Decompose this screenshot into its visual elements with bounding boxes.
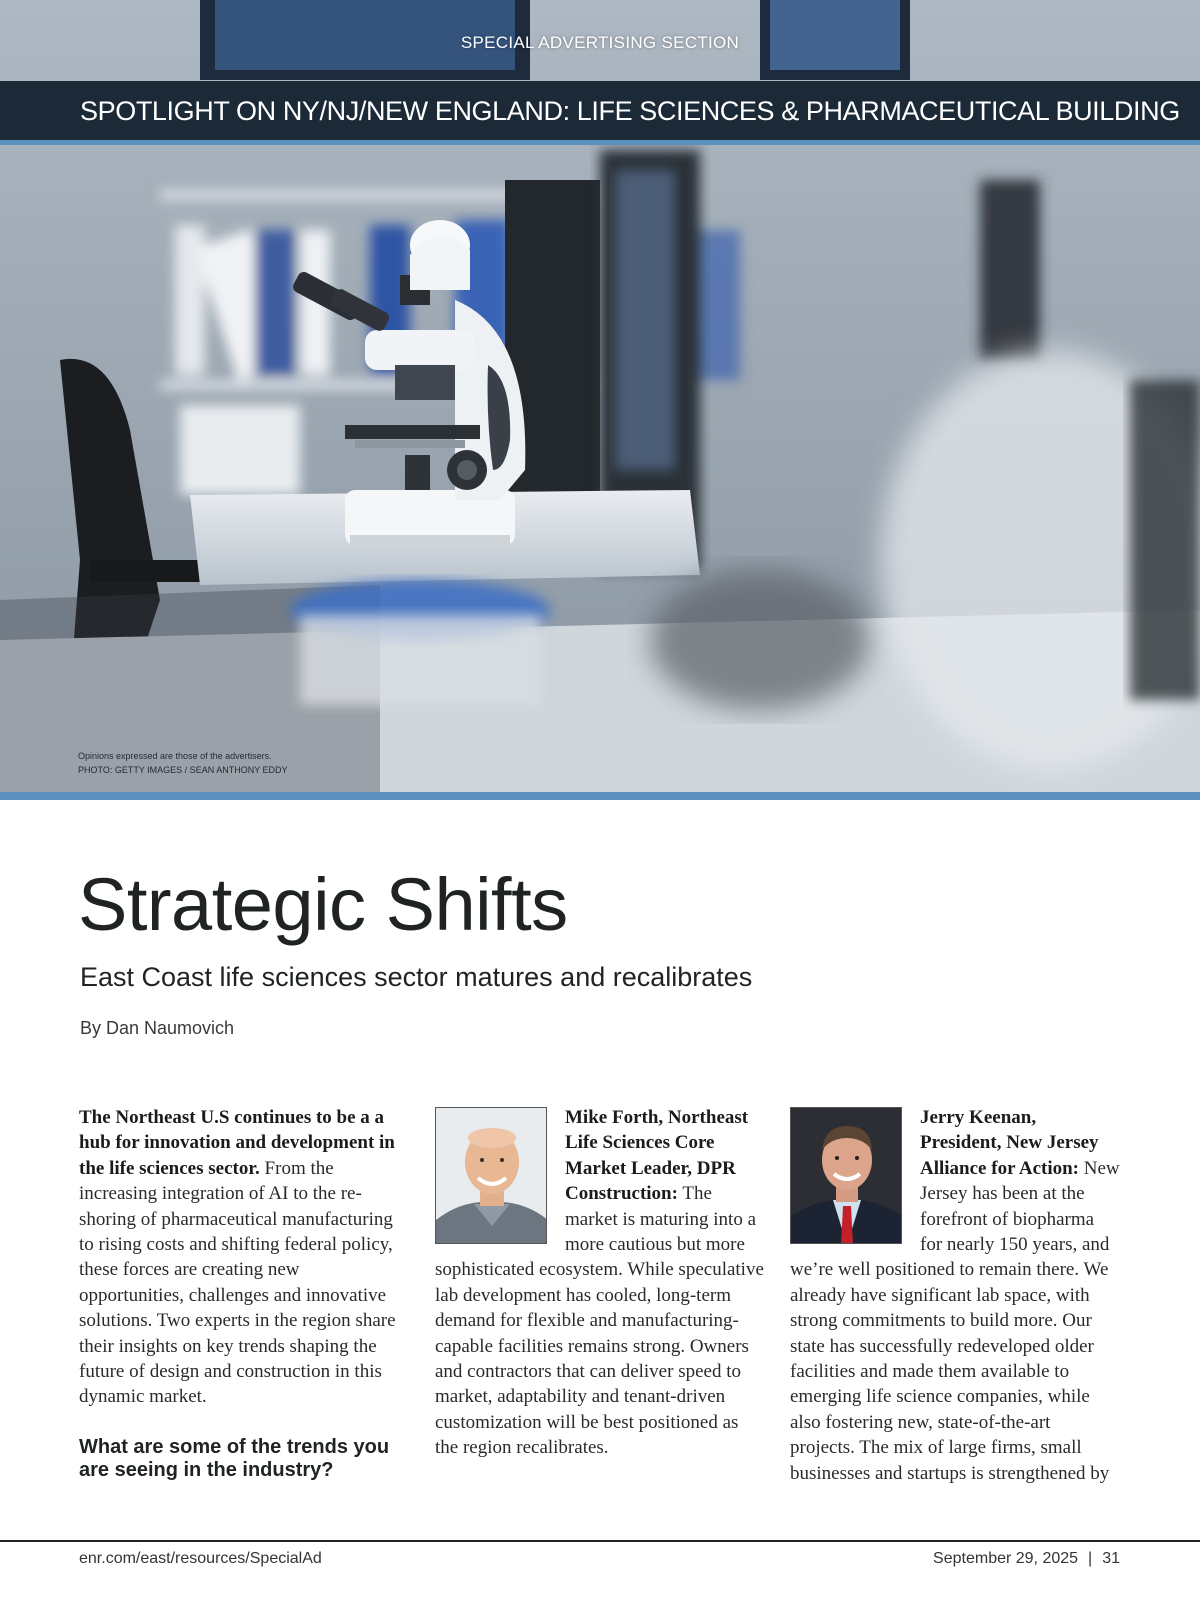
- column-answer-keenan: [790, 1105, 1120, 1486]
- issue-date: September 29, 2025: [933, 1550, 1079, 1567]
- article-deck: East Coast life sciences sector matures and recalibrates: [80, 962, 753, 992]
- special-advertising-kicker: SPECIAL ADVERTISING SECTION: [460, 33, 740, 52]
- accent-rule: [0, 792, 1200, 800]
- jerry-keenan-photo: [791, 1108, 902, 1244]
- portrait-jerry-keenan: [790, 1107, 902, 1244]
- speaker-jerry-keenan: Jerry Keenan, President, New Jersey Alliance for Action:: [920, 1107, 1099, 1179]
- banner-title: SPOTLIGHT ON NY/NJ/NEW ENGLAND: LIFE SCIENCES & PHARMACEUTICAL BUILDING: [80, 96, 1180, 126]
- intro-body: From the increasing integration of AI to the re-shoring of pharmaceutical manufacturing to rising costs and shifting federal policy, these forces are creating new opportunities, challenges and innovative solutions. Two experts in the region share their insights on key trends shaping the future of design and construction in this dynamic market.: [79, 1157, 396, 1408]
- photo-caption: [78, 745, 288, 781]
- column-intro: [79, 1105, 406, 1482]
- footer-rule: [0, 1540, 1200, 1542]
- footer-separator: |: [1088, 1550, 1093, 1567]
- intro-lead: The Northeast U.S continues to be a a hub for innovation and development in the life sciences sector.: [79, 1107, 395, 1179]
- answer-keenan-text: New Jersey has been at the forefront of biopharma for nearly 150 years, and we’re well positioned to remain there. We already have significant lab space, with strong commitments to build more. Our state has successfully redeveloped older facilities and made them available to emerging life science companies, while also fostering new, state-of-the-art projects. The mix of large firms, small businesses and startups is strengthened by: [790, 1157, 1120, 1484]
- interview-question: What are some of the trends you are seeing in the industry?: [79, 1435, 390, 1481]
- column-answer-forth: [435, 1105, 765, 1461]
- page-number: 31: [1102, 1550, 1120, 1567]
- byline: By Dan Naumovich: [80, 1018, 235, 1038]
- footer-url[interactable]: enr.com/east/resources/SpecialAd: [79, 1550, 322, 1567]
- advertiser-disclaimer: Opinions expressed are those of the advertisers.: [78, 751, 272, 761]
- portrait-mike-forth: [435, 1107, 547, 1244]
- footer-date-page: [933, 1550, 1120, 1568]
- intro-paragraph: [79, 1105, 406, 1410]
- answer-forth-text: The market is maturing into a more cautious but more sophisticated ecosystem. While speculative lab development has cooled, long-term demand for flexible and manufacturing-capable facilities remains strong. Owners and contractors that can deliver speed to market, adaptability and tenant-driven customization will be best positioned as the region recalibrates.: [435, 1183, 764, 1459]
- photo-credit: PHOTO: GETTY IMAGES / SEAN ANTHONY EDDY: [78, 765, 288, 775]
- mike-forth-photo: [436, 1108, 547, 1244]
- spotlight-banner: [0, 81, 1200, 145]
- speaker-mike-forth: Mike Forth, Northeast Life Sciences Core Market Leader, DPR Construction:: [565, 1107, 749, 1205]
- article-title: Strategic Shifts: [78, 863, 568, 946]
